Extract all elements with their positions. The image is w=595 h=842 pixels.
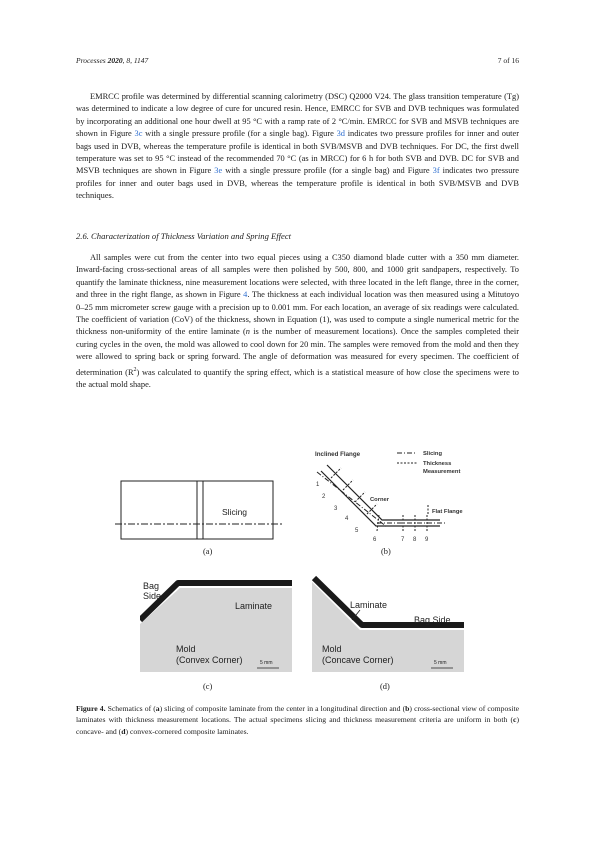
figure-panel-c [140, 572, 292, 672]
caption-ref: b [405, 704, 410, 713]
figure-link-3f[interactable]: 3f [432, 166, 440, 176]
scale-label: 5 mm [434, 660, 447, 666]
scale-label: 5 mm [260, 660, 273, 666]
point-label: 3 [334, 506, 338, 512]
mold-label: Mold [322, 644, 342, 654]
caption-text: ) cross-sectional view of composite laminates with thickness measurement locations. The actual specimens slicing and thickness measurement criteria are uniform in both ( [76, 704, 519, 725]
article-number: 1147 [133, 56, 149, 65]
figure-panel-a [115, 475, 285, 545]
figure-panel-d [312, 572, 464, 672]
text-span: is the number of measurement locations). Once the samples completed their curing cycles in the oven, the mold was allowed to cool down for 20 min. The samples were removed from the mold and then they were allowed to spring back or spring forward. The angle of deformation was measured for every specimen. The coefficient of determination (R [76, 327, 519, 377]
point-label: 7 [401, 537, 405, 543]
figure-caption [76, 703, 519, 737]
text-span: . The thickness at each individual location was then measured using a Mitutoyo 0–25 mm micrometer screw gauge with a precision up to 0.001 mm. For each location, an average of six readings were calculated. The coefficient of variation (CoV) of the thickness, shown in Equation (1), was used to compute a single numerical metric for the thickness non-uniformity of the entire laminate ( [76, 290, 520, 337]
point-label: 5 [355, 528, 359, 534]
panel-label-a: (a) [203, 547, 213, 556]
point-label: 2 [322, 494, 326, 500]
figure-link-4[interactable]: 4 [243, 290, 248, 300]
caption-ref: c [513, 715, 517, 725]
caption-text: ) convex-cornered composite laminates. [125, 726, 249, 736]
superscript: 2 [133, 366, 137, 373]
corner-label: Corner [370, 497, 390, 503]
caption-text: ) concave- and ( [76, 715, 519, 736]
text-span: with a single pressure profile (for a single bag) and Figure [222, 166, 433, 176]
text-span: ) was calculated to quantify the spring effect, which is a statistical measure of how close the specimens were to the actual mold shape. [76, 367, 519, 389]
thickness-mark [355, 492, 365, 502]
text-span: indicates two pressure profiles for inner and outer bags used in DVB, whereas the temperature profile is identical in both SVB/MSVB and DVB techniques. For DC, the first dwell temperature was set to 95 °C instead of the recommended 70 °C (as in MRCC) for 6 h for both SVB and DVB. DC for SVB and MSVB techniques are shown in Figure [76, 129, 520, 176]
mold-label: (Convex Corner) [176, 655, 243, 665]
variable-n: n [245, 327, 250, 337]
section-title: 2.6. Characterization of Thickness Variation and Spring Effect [76, 231, 292, 241]
point-label: 4 [345, 516, 349, 522]
figure-panel-b [305, 445, 505, 545]
slicing-label: Slicing [222, 507, 248, 517]
caption-text: ) slicing of composite laminate from the center in a longitudinal direction and ( [159, 704, 406, 713]
inclined-flange-label: Inclined Flange [315, 451, 361, 458]
caption-ref: d [121, 726, 126, 736]
journal-name: Processes [76, 56, 106, 65]
legend-measurement-label: Measurement [423, 469, 461, 475]
text-span: indicates two pressure profiles for inner and outer bags used in DVB, whereas the temperature profile is identical in both SVB/MSVB and DVB techniques. [76, 166, 519, 201]
legend-slicing-label: Slicing [423, 451, 443, 457]
panel-label-c: (c) [203, 682, 213, 691]
panel-label-d: (d) [380, 682, 390, 691]
text-span: All samples were cut from the center into two equal pieces using a C350 diamond blade cutter with a 350 mm diameter. Inward-facing cross-sectional areas of all samples were then polished by 500, 800, and 1000 grit sandpapers, respectively. To quantify the laminate thickness, nine measurement locations were selected, with three located in the left flange, three in the corner, and three in the right flange, as shown in Figure [76, 253, 519, 300]
panel-label-b: (b) [381, 547, 391, 556]
thickness-mark [343, 480, 353, 490]
laminate-label: Laminate [235, 601, 273, 611]
paragraph-thickness [76, 252, 519, 391]
paragraph-emrcc [76, 91, 519, 203]
running-header: Processes 2020, 8, 1147 7 of 16 [76, 56, 519, 65]
text-span: EMRCC profile was determined by differential scanning calorimetry (DSC) Q2000 V24. The glass transition temperature (Tg) was determined to indicate a low degree of cure for uncured resin. Hence, EMRCC for SVB and DVB techniques was formulated by incorporating an additional one hour dwell at 95 °C with a ramp rate of 2 °C/min. EMRCC for SVB and MSVB techniques are shown in Figure [76, 92, 519, 139]
caption-ref: a [155, 704, 160, 713]
bag-side-label: Bag [143, 581, 160, 591]
legend-thickness-label: Thickness [423, 461, 452, 467]
point-label: 9 [425, 537, 429, 543]
figure-link-3c[interactable]: 3c [134, 129, 143, 139]
figure-link-3d[interactable]: 3d [336, 129, 345, 139]
text-span: with a single pressure profile (for a single bag). Figure [142, 129, 337, 139]
point-label: 1 [316, 482, 320, 488]
mold-label: (Concave Corner) [322, 655, 394, 665]
bag-side-label: Side [143, 591, 162, 601]
figure-link-3e[interactable]: 3e [214, 166, 223, 176]
journal-volume: 8 [126, 56, 131, 65]
thickness-mark [367, 504, 377, 514]
flat-flange-label: Flat Flange [432, 509, 463, 515]
page-number: 7 of 16 [497, 56, 519, 65]
mold-label: Mold [176, 644, 196, 654]
caption-label: Figure 4. [76, 704, 106, 713]
thickness-mark [331, 468, 341, 478]
bag-side-label: Bag Side [414, 615, 451, 625]
laminate-label: Laminate [350, 600, 388, 610]
point-label: 8 [413, 537, 417, 543]
point-label: 6 [373, 537, 377, 543]
caption-text: Schematics of ( [105, 704, 156, 713]
journal-year: 2020 [107, 56, 123, 65]
